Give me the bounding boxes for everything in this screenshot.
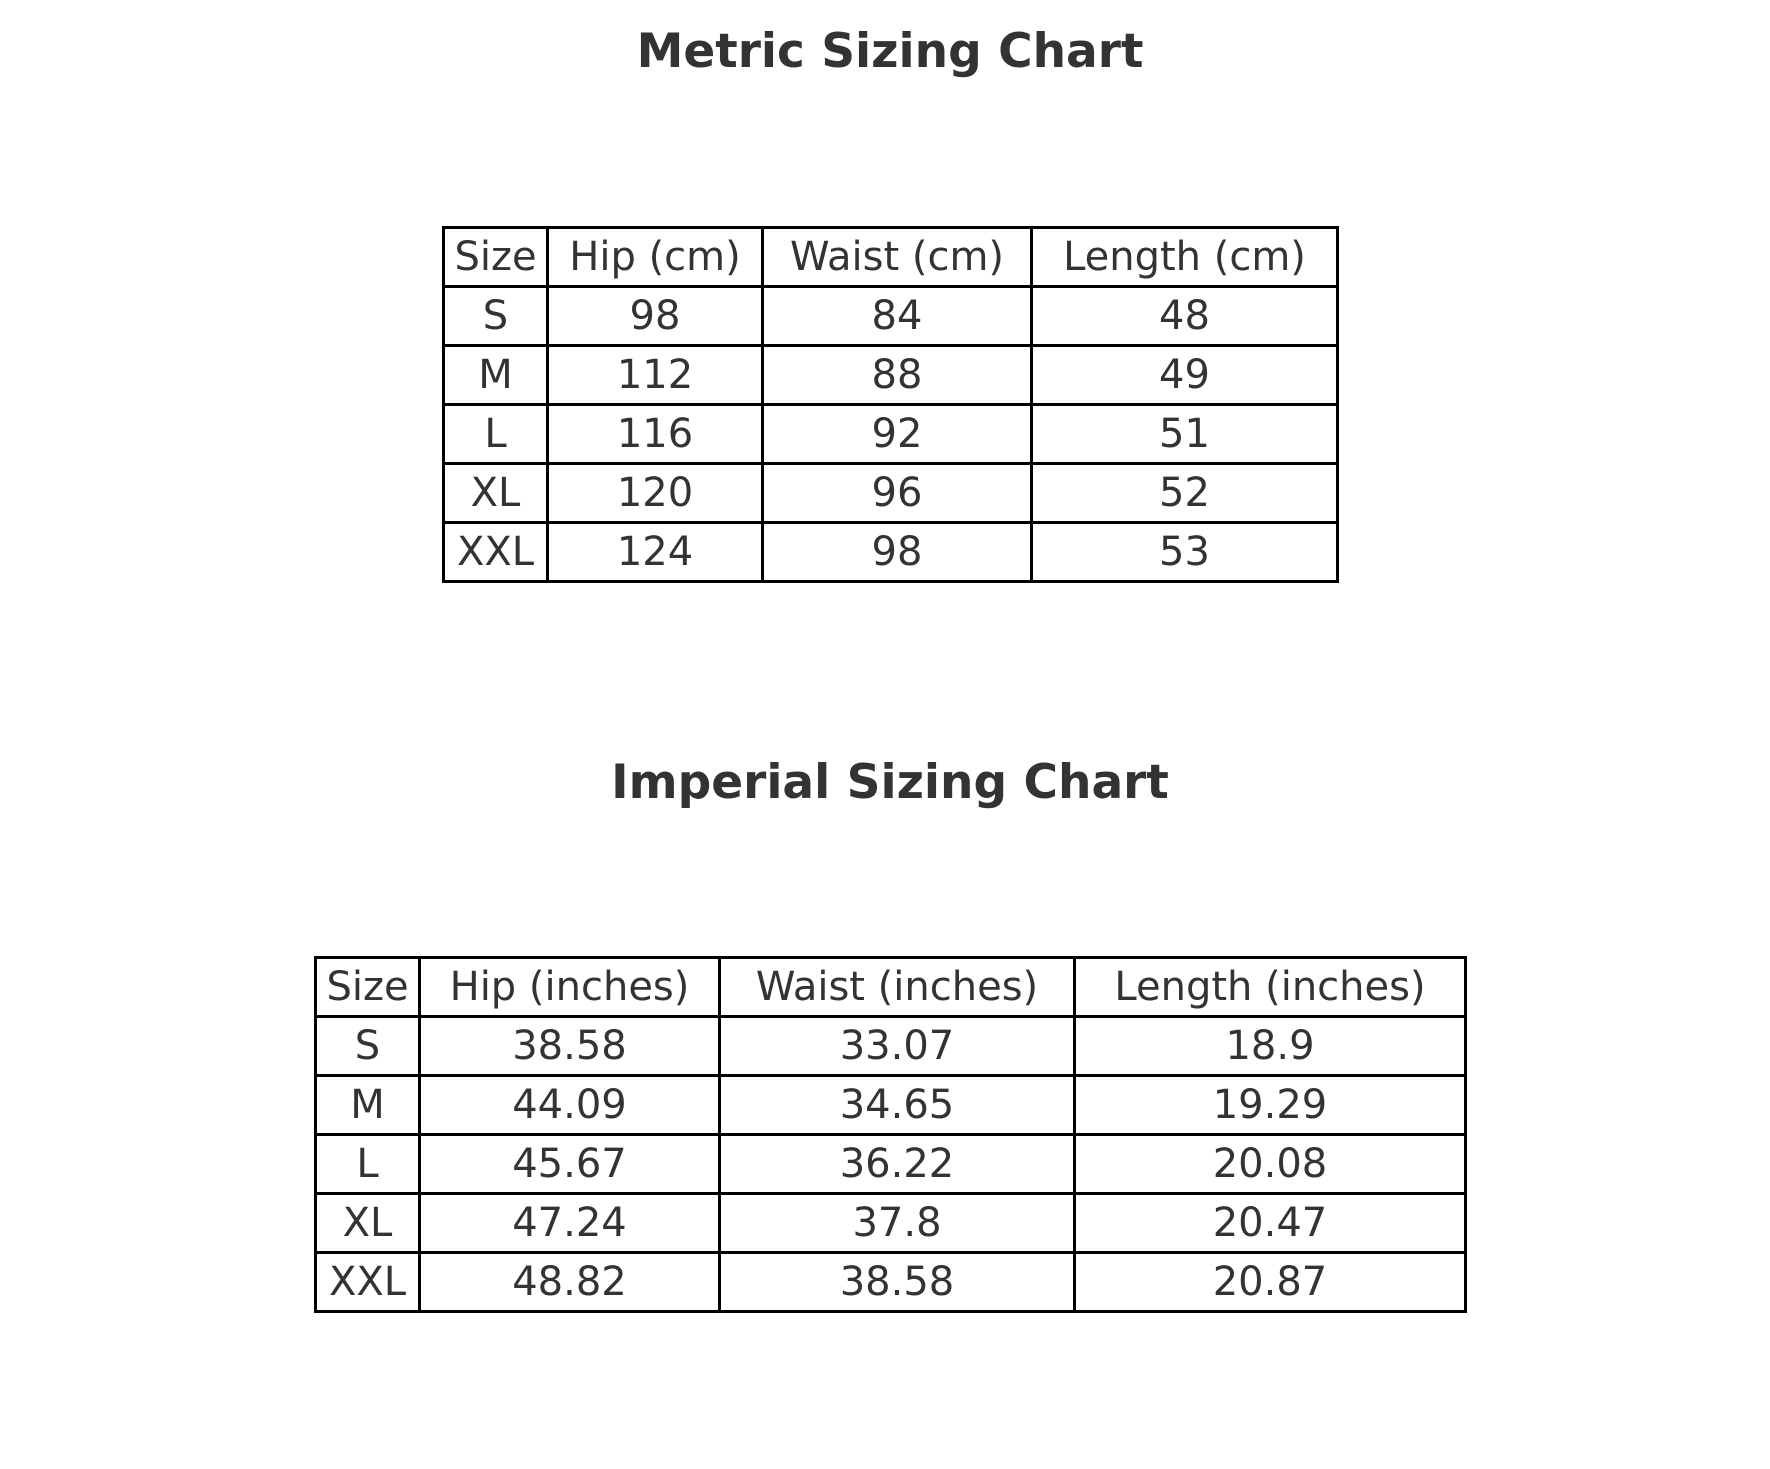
length-cell: 52 <box>1032 464 1338 523</box>
table-row <box>316 1253 1466 1312</box>
table-header-row <box>316 958 1466 1017</box>
length-cell: 48 <box>1032 287 1338 346</box>
column-header-hip: Hip (cm) <box>548 228 763 287</box>
table-row <box>444 464 1338 523</box>
size-cell: L <box>316 1135 420 1194</box>
table-header-row <box>444 228 1338 287</box>
length-cell: 20.08 <box>1075 1135 1466 1194</box>
waist-cell: 92 <box>763 405 1032 464</box>
hip-cell: 124 <box>548 523 763 582</box>
hip-cell: 116 <box>548 405 763 464</box>
size-cell: L <box>444 405 548 464</box>
waist-cell: 38.58 <box>720 1253 1075 1312</box>
waist-cell: 88 <box>763 346 1032 405</box>
table-row <box>316 1017 1466 1076</box>
hip-cell: 38.58 <box>420 1017 720 1076</box>
hip-cell: 48.82 <box>420 1253 720 1312</box>
column-header-length: Length (cm) <box>1032 228 1338 287</box>
hip-cell: 120 <box>548 464 763 523</box>
column-header-hip: Hip (inches) <box>420 958 720 1017</box>
hip-cell: 45.67 <box>420 1135 720 1194</box>
hip-cell: 47.24 <box>420 1194 720 1253</box>
imperial-chart-title: Imperial Sizing Chart <box>611 755 1169 810</box>
size-cell: M <box>444 346 548 405</box>
table-row <box>444 405 1338 464</box>
waist-cell: 37.8 <box>720 1194 1075 1253</box>
length-cell: 51 <box>1032 405 1338 464</box>
length-cell: 20.87 <box>1075 1253 1466 1312</box>
table-row <box>316 1135 1466 1194</box>
hip-cell: 112 <box>548 346 763 405</box>
waist-cell: 36.22 <box>720 1135 1075 1194</box>
column-header-size: Size <box>316 958 420 1017</box>
length-cell: 18.9 <box>1075 1017 1466 1076</box>
size-cell: XL <box>444 464 548 523</box>
waist-cell: 96 <box>763 464 1032 523</box>
size-cell: XXL <box>444 523 548 582</box>
column-header-waist: Waist (cm) <box>763 228 1032 287</box>
size-cell: M <box>316 1076 420 1135</box>
length-cell: 20.47 <box>1075 1194 1466 1253</box>
column-header-size: Size <box>444 228 548 287</box>
hip-cell: 44.09 <box>420 1076 720 1135</box>
hip-cell: 98 <box>548 287 763 346</box>
table-row <box>316 1076 1466 1135</box>
metric-chart-title: Metric Sizing Chart <box>636 24 1144 79</box>
length-cell: 53 <box>1032 523 1338 582</box>
table-row <box>444 523 1338 582</box>
size-cell: XXL <box>316 1253 420 1312</box>
column-header-length: Length (inches) <box>1075 958 1466 1017</box>
metric-sizing-table <box>442 226 1339 583</box>
waist-cell: 84 <box>763 287 1032 346</box>
waist-cell: 98 <box>763 523 1032 582</box>
waist-cell: 34.65 <box>720 1076 1075 1135</box>
size-cell: S <box>316 1017 420 1076</box>
waist-cell: 33.07 <box>720 1017 1075 1076</box>
length-cell: 49 <box>1032 346 1338 405</box>
table-row <box>316 1194 1466 1253</box>
column-header-waist: Waist (inches) <box>720 958 1075 1017</box>
table-row <box>444 346 1338 405</box>
imperial-sizing-table <box>314 956 1467 1313</box>
size-cell: S <box>444 287 548 346</box>
length-cell: 19.29 <box>1075 1076 1466 1135</box>
table-row <box>444 287 1338 346</box>
size-cell: XL <box>316 1194 420 1253</box>
